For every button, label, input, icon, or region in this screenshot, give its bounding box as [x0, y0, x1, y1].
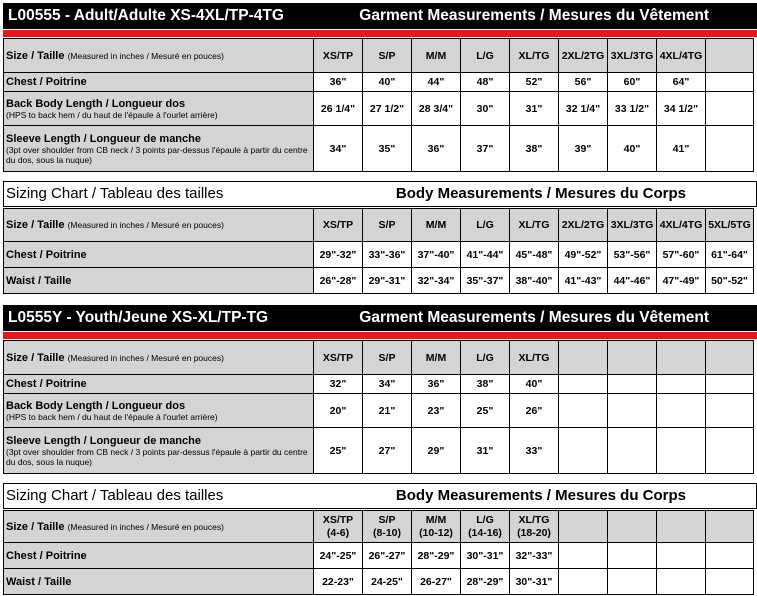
size-header: 4XL/4TG	[657, 39, 706, 73]
table-cell: 64"	[657, 73, 706, 92]
size-note: (Measured in inches / Mesuré en pouces)	[67, 50, 224, 61]
adult-body-subtitle: Body Measurements / Mesures du Corps	[395, 185, 686, 202]
table-cell: 28"-29"	[412, 543, 461, 569]
adult-body-title: Sizing Chart / Tableau des tailles	[6, 185, 224, 202]
table-cell: 30"	[461, 92, 510, 126]
size-header	[657, 511, 706, 543]
table-row	[4, 39, 754, 73]
table-cell	[706, 92, 754, 126]
table-cell	[706, 428, 754, 474]
table-row	[4, 543, 754, 569]
size-header	[461, 511, 510, 543]
table-cell: 31"	[510, 92, 559, 126]
size-header: 3XL/3TG	[608, 209, 657, 242]
table-cell: 34"	[314, 126, 363, 172]
table-cell	[657, 428, 706, 474]
size-range: (18-20)	[517, 526, 551, 539]
table-row	[4, 341, 754, 375]
size-header	[608, 511, 657, 543]
table-cell: 57"-60"	[657, 242, 706, 268]
table-cell: 23"	[412, 394, 461, 428]
row-note: (HPS to back hem / du haut de l'épaule à l'ourlet arrière)	[6, 109, 218, 120]
table-row	[4, 92, 754, 126]
table-row	[4, 394, 754, 428]
table-cell	[608, 428, 657, 474]
table-cell: 26"-28"	[314, 268, 363, 294]
size-header: L/G	[461, 39, 510, 73]
table-row	[4, 511, 754, 543]
youth-body-subtitle: Body Measurements / Mesures du Corps	[395, 487, 686, 504]
adult-body-header	[3, 181, 757, 207]
table-cell: 41"-44"	[461, 242, 510, 268]
table-cell: 34"	[363, 375, 412, 394]
size-label: Size / Taille	[6, 351, 65, 364]
table-cell	[706, 569, 754, 595]
table-cell: 60"	[608, 73, 657, 92]
row-label: Chest / Poitrine	[4, 543, 314, 569]
table-cell: 40"	[608, 126, 657, 172]
table-row	[4, 242, 754, 268]
table-cell: 36"	[314, 73, 363, 92]
table-cell: 48"	[461, 73, 510, 92]
size-range: (4-6)	[326, 526, 350, 539]
youth-garment-header	[3, 305, 757, 331]
table-cell	[559, 375, 608, 394]
table-cell: 30"-31"	[510, 569, 559, 595]
size-header: XL/TG	[510, 39, 559, 73]
size-header: 3XL/3TG	[608, 39, 657, 73]
row-label: Waist / Taille	[4, 268, 314, 294]
table-cell: 37"-40"	[412, 242, 461, 268]
size-header: 2XL/2TG	[559, 209, 608, 242]
table-cell: 38"	[510, 126, 559, 172]
table-row	[4, 126, 754, 172]
table-cell: 45"-48"	[510, 242, 559, 268]
table-cell: 38"	[461, 375, 510, 394]
size-label-cell	[4, 511, 314, 543]
table-cell: 20"	[314, 394, 363, 428]
table-cell: 52"	[510, 73, 559, 92]
youth-body-title: Sizing Chart / Tableau des tailles	[6, 487, 224, 504]
table-cell	[657, 375, 706, 394]
size-header: XS/TP	[314, 39, 363, 73]
row-label: Sleeve Length / Longueur de manche	[6, 434, 201, 447]
table-cell: 41"-43"	[559, 268, 608, 294]
table-cell: 33 1/2"	[608, 92, 657, 126]
table-cell: 35"-37"	[461, 268, 510, 294]
size-header: 2XL/2TG	[559, 39, 608, 73]
size-header: M/M	[412, 341, 461, 375]
table-cell: 32"-34"	[412, 268, 461, 294]
size-label-cell	[4, 39, 314, 73]
table-cell: 41"	[657, 126, 706, 172]
size-note: (Measured in inches / Mesuré en pouces)	[67, 521, 224, 532]
table-cell: 47"-49"	[657, 268, 706, 294]
table-cell: 25"	[314, 428, 363, 474]
table-cell: 33"	[510, 428, 559, 474]
row-label: Chest / Poitrine	[4, 73, 314, 92]
table-cell: 26"-27"	[363, 543, 412, 569]
adult-body-table	[3, 208, 754, 294]
youth-garment-title: L0555Y - Youth/Jeune XS-XL/TP-TG	[8, 309, 269, 326]
table-cell: 32 1/4"	[559, 92, 608, 126]
size-header: XS/TP	[314, 209, 363, 242]
table-cell: 22-23"	[314, 569, 363, 595]
table-cell: 32"	[314, 375, 363, 394]
table-cell: 40"	[363, 73, 412, 92]
table-cell: 24"-25"	[314, 543, 363, 569]
table-cell: 29"	[412, 428, 461, 474]
table-cell	[657, 569, 706, 595]
table-cell: 28 3/4"	[412, 92, 461, 126]
row-label: Sleeve Length / Longueur de manche	[6, 132, 201, 145]
size-note: (Measured in inches / Mesuré en pouces)	[67, 220, 224, 230]
size-label-cell	[4, 209, 314, 242]
table-cell: 36"	[412, 375, 461, 394]
table-cell: 53"-56"	[608, 242, 657, 268]
row-note: (3pt over shoulder from CB neck / 3 points par-dessus l'épaule à partir du centre du dos, sous la nuque)	[6, 144, 308, 165]
table-cell	[706, 126, 754, 172]
size-header: L/G	[461, 341, 510, 375]
table-cell: 21"	[363, 394, 412, 428]
size-header: S/P	[363, 39, 412, 73]
youth-body-header	[3, 483, 757, 509]
size-header	[559, 341, 608, 375]
table-cell	[657, 543, 706, 569]
table-cell: 29"-31"	[363, 268, 412, 294]
size-label: Size / Taille	[6, 49, 65, 62]
table-cell: 27 1/2"	[363, 92, 412, 126]
table-cell: 25"	[461, 394, 510, 428]
table-cell: 50"-52"	[706, 268, 754, 294]
table-cell	[608, 569, 657, 595]
table-cell: 30"-31"	[461, 543, 510, 569]
table-cell: 31"	[461, 428, 510, 474]
youth-body-table	[3, 510, 754, 595]
adult-garment-title: L00555 - Adult/Adulte XS-4XL/TP-4TG	[8, 7, 284, 24]
table-cell	[559, 394, 608, 428]
size-header	[510, 511, 559, 543]
size-range: (10-12)	[419, 526, 453, 539]
table-cell: 49"-52"	[559, 242, 608, 268]
size-header	[412, 511, 461, 543]
table-row	[4, 268, 754, 294]
row-note: (HPS to back hem / du haut de l'épaule à l'ourlet arrière)	[6, 411, 218, 422]
table-cell	[608, 543, 657, 569]
size-header: XL/TG	[510, 209, 559, 242]
size-header	[314, 511, 363, 543]
table-row	[4, 428, 754, 474]
size-name: XS/TP	[322, 513, 354, 526]
size-header	[608, 341, 657, 375]
size-note: (Measured in inches / Mesuré en pouces)	[67, 352, 224, 363]
adult-garment-header	[3, 3, 757, 29]
table-cell	[608, 375, 657, 394]
table-cell	[706, 394, 754, 428]
size-label-cell	[4, 341, 314, 375]
table-cell: 36"	[412, 126, 461, 172]
size-header: L/G	[461, 209, 510, 242]
size-label: Size / Taille	[6, 219, 65, 231]
table-cell: 61"-64"	[706, 242, 754, 268]
table-cell: 24-25"	[363, 569, 412, 595]
table-cell	[706, 375, 754, 394]
youth-garment-subtitle: Garment Measurements / Mesures du Vêtement	[359, 309, 709, 326]
size-header: M/M	[412, 209, 461, 242]
row-label: Chest / Poitrine	[4, 375, 314, 394]
table-cell: 44"-46"	[608, 268, 657, 294]
table-row	[4, 569, 754, 595]
table-cell: 28"-29"	[461, 569, 510, 595]
size-header	[706, 511, 754, 543]
size-header: M/M	[412, 39, 461, 73]
youth-garment-table	[3, 340, 754, 474]
size-label: Size / Taille	[6, 520, 65, 533]
table-cell: 29"-32"	[314, 242, 363, 268]
table-row	[4, 375, 754, 394]
adult-garment-subtitle: Garment Measurements / Mesures du Vêtement	[359, 7, 709, 24]
size-header: 5XL/5TG	[706, 209, 754, 242]
table-cell: 26-27"	[412, 569, 461, 595]
table-cell: 33"-36"	[363, 242, 412, 268]
size-header: S/P	[363, 341, 412, 375]
size-header	[706, 341, 754, 375]
red-divider	[3, 332, 757, 339]
table-cell: 39"	[559, 126, 608, 172]
table-cell	[559, 569, 608, 595]
size-header: XS/TP	[314, 341, 363, 375]
row-label-cell	[4, 92, 314, 126]
table-cell	[608, 394, 657, 428]
table-cell	[657, 394, 706, 428]
table-cell: 27"	[363, 428, 412, 474]
row-label: Back Body Length / Longueur dos	[6, 97, 186, 110]
table-cell	[559, 428, 608, 474]
red-divider	[3, 30, 757, 37]
row-label-cell	[4, 428, 314, 474]
row-label: Chest / Poitrine	[4, 242, 314, 268]
table-cell: 35"	[363, 126, 412, 172]
row-label-cell	[4, 394, 314, 428]
size-header	[363, 511, 412, 543]
table-cell: 34 1/2"	[657, 92, 706, 126]
table-cell: 37"	[461, 126, 510, 172]
table-cell: 40"	[510, 375, 559, 394]
table-cell	[706, 543, 754, 569]
size-header	[706, 39, 754, 73]
table-cell: 26 1/4"	[314, 92, 363, 126]
size-name: S/P	[378, 513, 396, 526]
row-note: (3pt over shoulder from CB neck / 3 points par-dessus l'épaule à partir du centre du dos, sous la nuque)	[6, 446, 308, 467]
row-label: Back Body Length / Longueur dos	[6, 399, 186, 412]
size-name: M/M	[425, 513, 447, 526]
table-row	[4, 209, 754, 242]
size-header: XL/TG	[510, 341, 559, 375]
table-cell	[706, 73, 754, 92]
table-cell: 56"	[559, 73, 608, 92]
size-name: XL/TG	[518, 513, 550, 526]
table-cell: 26"	[510, 394, 559, 428]
table-cell: 38"-40"	[510, 268, 559, 294]
table-cell	[559, 543, 608, 569]
table-row	[4, 73, 754, 92]
size-header: 4XL/4TG	[657, 209, 706, 242]
size-header	[657, 341, 706, 375]
size-header	[559, 511, 608, 543]
row-label-cell	[4, 126, 314, 172]
size-name: L/G	[476, 513, 494, 526]
size-header: S/P	[363, 209, 412, 242]
table-cell: 32"-33"	[510, 543, 559, 569]
row-label: Waist / Taille	[4, 569, 314, 595]
adult-garment-table	[3, 38, 754, 172]
size-range: (8-10)	[372, 526, 401, 539]
table-cell: 44"	[412, 73, 461, 92]
size-range: (14-16)	[468, 526, 502, 539]
